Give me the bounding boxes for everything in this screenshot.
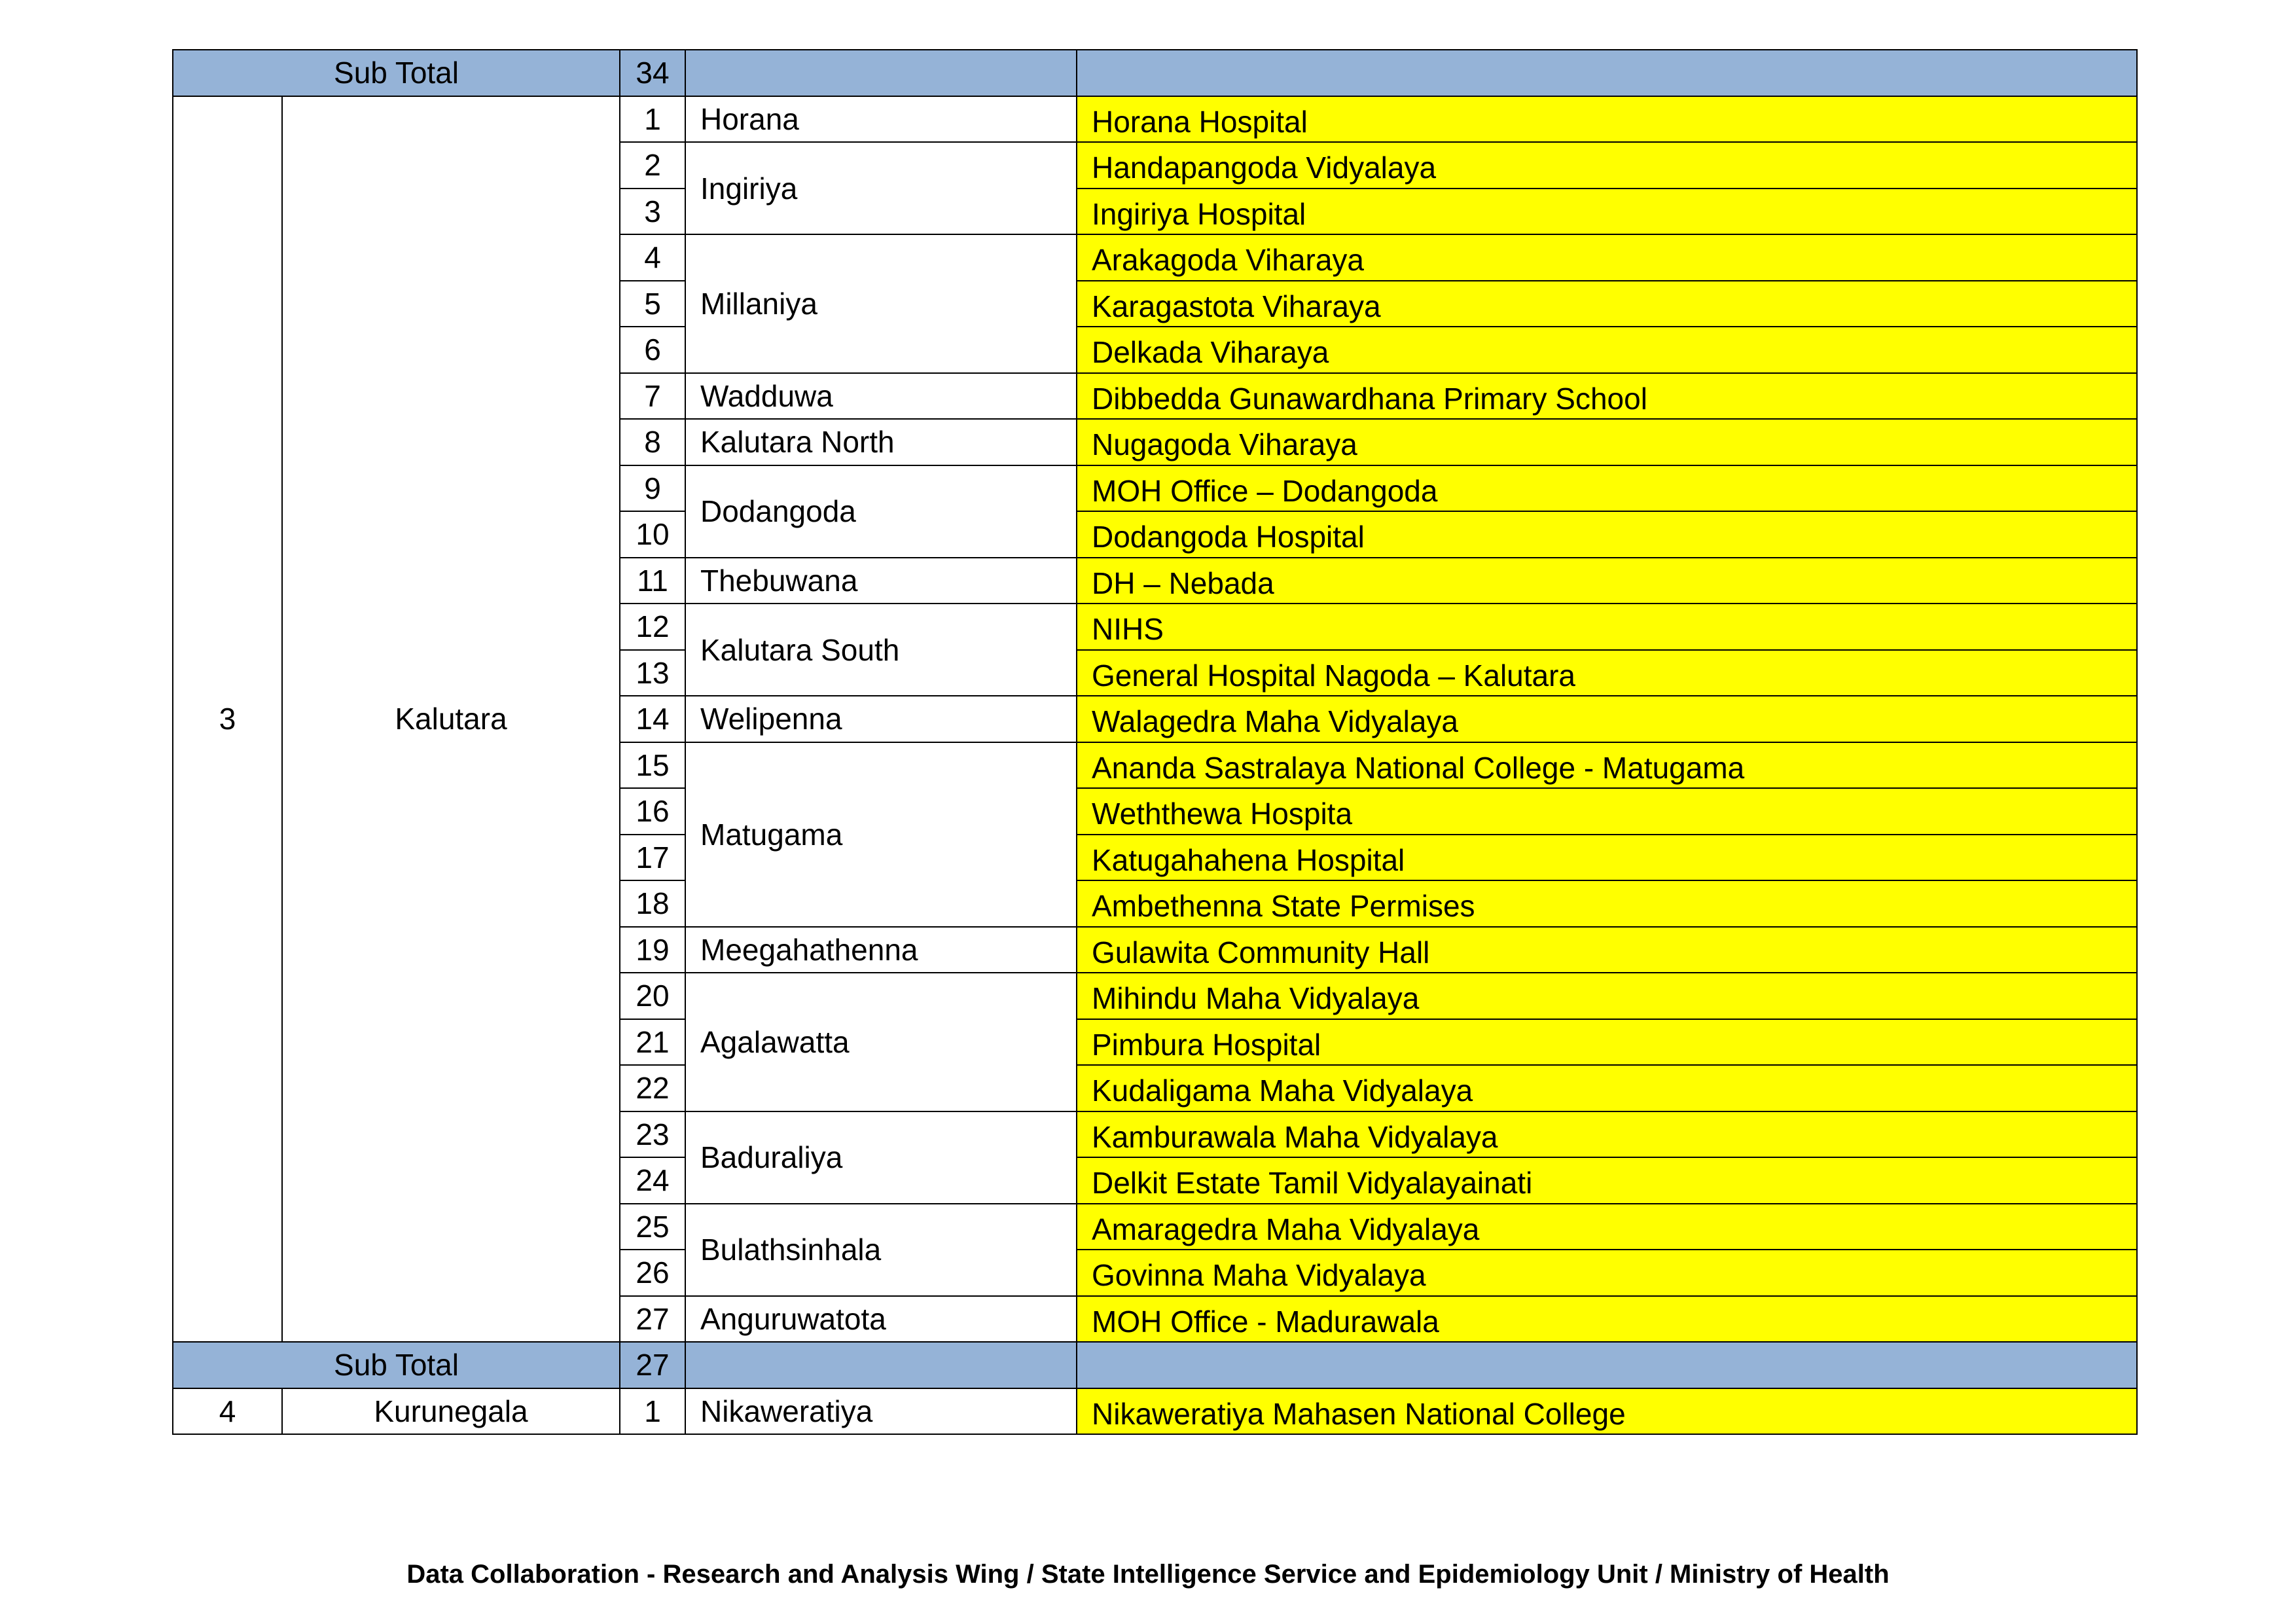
location-cell	[1077, 373, 2137, 420]
district-number: 3	[173, 96, 282, 1343]
location-name: Katugahahena Hospital	[1092, 842, 1405, 877]
area-name: Anguruwatota	[685, 1296, 1077, 1343]
location-name: Mihindu Maha Vidyalaya	[1092, 981, 1420, 1016]
row-index: 23	[620, 1111, 685, 1158]
location-cell	[1077, 650, 2137, 696]
location-name: Arakagoda Viharaya	[1092, 243, 1364, 278]
location-name: NIHS	[1092, 612, 1164, 647]
subtotal-count: 27	[620, 1342, 685, 1388]
subtotal-empty-area	[685, 50, 1077, 96]
row-index: 25	[620, 1204, 685, 1250]
location-cell	[1077, 973, 2137, 1019]
row-index: 17	[620, 835, 685, 881]
area-name: Ingiriya	[685, 142, 1077, 234]
subtotal-empty-location	[1077, 1342, 2137, 1388]
location-cell	[1077, 1250, 2137, 1296]
location-cell	[1077, 558, 2137, 604]
table-row	[173, 1388, 2137, 1435]
location-name: Ambethenna State Permises	[1092, 889, 1475, 924]
location-name: Karagastota Viharaya	[1092, 289, 1381, 323]
location-cell	[1077, 511, 2137, 558]
area-name: Millaniya	[685, 234, 1077, 373]
subtotal-empty-location	[1077, 50, 2137, 96]
row-index: 2	[620, 142, 685, 189]
location-cell	[1077, 234, 2137, 281]
row-index: 19	[620, 927, 685, 973]
area-name: Kalutara South	[685, 604, 1077, 696]
location-cell	[1077, 1388, 2137, 1435]
location-name: Kudaligama Maha Vidyalaya	[1092, 1074, 1473, 1108]
location-cell	[1077, 419, 2137, 465]
location-cell	[1077, 327, 2137, 373]
footer-credit: Data Collaboration - Research and Analysis Wing / State Intelligence Service and Epidemiology Unit / Ministry of Health	[406, 1560, 1890, 1589]
location-cell	[1077, 96, 2137, 143]
area-name: Welipenna	[685, 696, 1077, 742]
location-cell	[1077, 788, 2137, 835]
row-index: 1	[620, 96, 685, 143]
district-name: Kurunegala	[282, 1388, 620, 1435]
row-index: 5	[620, 281, 685, 327]
location-cell	[1077, 880, 2137, 927]
area-name: Kalutara North	[685, 419, 1077, 465]
location-cell	[1077, 1204, 2137, 1250]
row-index: 12	[620, 604, 685, 650]
table-row	[173, 96, 2137, 143]
row-index: 13	[620, 650, 685, 696]
area-name: Matugama	[685, 742, 1077, 927]
location-name: MOH Office – Dodangoda	[1092, 473, 1438, 508]
location-name: General Hospital Nagoda – Kalutara	[1092, 658, 1576, 693]
row-index: 9	[620, 465, 685, 512]
row-index: 22	[620, 1065, 685, 1111]
location-name: MOH Office - Madurawala	[1092, 1304, 1439, 1339]
area-name: Nikaweratiya	[685, 1388, 1077, 1435]
location-cell	[1077, 742, 2137, 789]
area-name: Bulathsinhala	[685, 1204, 1077, 1296]
location-name: Ananda Sastralaya National College - Matugama	[1092, 750, 1745, 785]
row-index: 10	[620, 511, 685, 558]
location-cell	[1077, 465, 2137, 512]
row-index: 15	[620, 742, 685, 789]
row-index: 11	[620, 558, 685, 604]
location-name: DH – Nebada	[1092, 566, 1274, 600]
row-index: 3	[620, 189, 685, 235]
row-index: 16	[620, 788, 685, 835]
location-name: Gulawita Community Hall	[1092, 935, 1430, 969]
location-cell	[1077, 1065, 2137, 1111]
location-cell	[1077, 696, 2137, 742]
area-name: Agalawatta	[685, 973, 1077, 1111]
location-cell	[1077, 142, 2137, 189]
area-name: Horana	[685, 96, 1077, 143]
location-cell	[1077, 281, 2137, 327]
location-name: Horana Hospital	[1092, 104, 1308, 139]
location-name: Kamburawala Maha Vidyalaya	[1092, 1119, 1498, 1154]
area-name: Wadduwa	[685, 373, 1077, 420]
row-index: 20	[620, 973, 685, 1019]
location-cell	[1077, 604, 2137, 650]
subtotal-row-kalutara	[173, 1342, 2137, 1388]
location-cell	[1077, 927, 2137, 973]
location-cell	[1077, 189, 2137, 235]
location-name: Dodangoda Hospital	[1092, 520, 1365, 554]
row-index: 27	[620, 1296, 685, 1343]
location-name: Dibbedda Gunawardhana Primary School	[1092, 381, 1647, 416]
row-index: 14	[620, 696, 685, 742]
subtotal-row-previous	[173, 50, 2137, 96]
row-index: 21	[620, 1019, 685, 1066]
location-name: Walagedra Maha Vidyalaya	[1092, 704, 1458, 739]
area-name: Thebuwana	[685, 558, 1077, 604]
row-index: 4	[620, 234, 685, 281]
district-name: Kalutara	[282, 96, 620, 1343]
subtotal-label: Sub Total	[173, 1342, 620, 1388]
area-name: Meegahathenna	[685, 927, 1077, 973]
location-name: Delkada Viharaya	[1092, 335, 1329, 370]
row-index: 7	[620, 373, 685, 420]
location-name: Ingiriya Hospital	[1092, 196, 1306, 231]
location-cell	[1077, 1019, 2137, 1066]
location-name: Weththewa Hospita	[1092, 797, 1353, 831]
district-number: 4	[173, 1388, 282, 1435]
location-name: Govinna Maha Vidyalaya	[1092, 1258, 1426, 1293]
location-cell	[1077, 1296, 2137, 1343]
row-index: 8	[620, 419, 685, 465]
location-cell	[1077, 1111, 2137, 1158]
row-index: 6	[620, 327, 685, 373]
location-name: Nikaweratiya Mahasen National College	[1092, 1396, 1626, 1431]
location-name: Delkit Estate Tamil Vidyalayainati	[1092, 1166, 1533, 1200]
area-name: Baduraliya	[685, 1111, 1077, 1204]
row-index: 24	[620, 1157, 685, 1204]
location-cell	[1077, 835, 2137, 881]
row-index: 18	[620, 880, 685, 927]
subtotal-label: Sub Total	[173, 50, 620, 96]
subtotal-count: 34	[620, 50, 685, 96]
row-index: 1	[620, 1388, 685, 1435]
subtotal-empty-area	[685, 1342, 1077, 1388]
row-index: 26	[620, 1250, 685, 1296]
area-name: Dodangoda	[685, 465, 1077, 558]
location-name: Nugagoda Viharaya	[1092, 427, 1357, 462]
location-name: Handapangoda Vidyalaya	[1092, 151, 1437, 185]
location-cell	[1077, 1157, 2137, 1204]
location-name: Amaragedra Maha Vidyalaya	[1092, 1212, 1480, 1246]
vaccination-centres-table	[172, 49, 2138, 1435]
location-name: Pimbura Hospital	[1092, 1027, 1321, 1062]
